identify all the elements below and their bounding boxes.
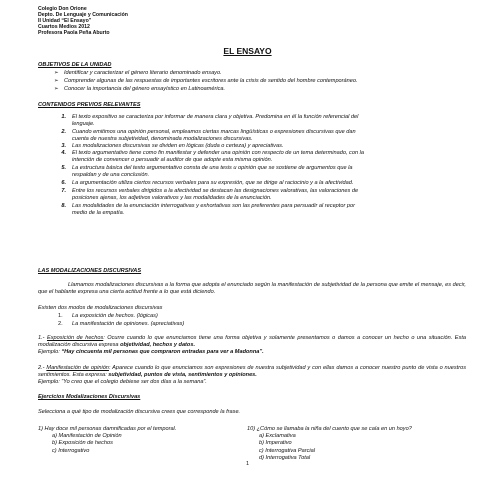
opinion-paragraph: [38, 365, 466, 387]
prior-item-7: [72, 188, 464, 202]
document-title: EL ENSAYO: [223, 46, 272, 56]
option: a) Manifestación de Opinión: [52, 433, 122, 440]
term-exposicion: Exposición de hechos: [47, 335, 104, 341]
item-number: 1.: [58, 313, 63, 319]
bold-keywords: subjetividad, puntos de vista, sentimientos y opiniones.: [108, 372, 257, 379]
option: b) Exposición de hechos: [52, 440, 113, 447]
prior-item-6: [72, 180, 464, 187]
prior-item-line: Las modalidades de la enunciación interrogativas y exhortativas son las preferentes para persuadir al receptor por: [72, 203, 355, 209]
objective-item: [54, 86, 464, 93]
mode-item: La exposición de hechos. (lógicas): [72, 313, 158, 319]
bold-keywords: objetividad, hechos y datos.: [120, 342, 196, 349]
objective-text: Identificar y caracterizar el género literario denominado ensayo.: [64, 70, 222, 76]
header-line: Profesora Paola Peña Aburto: [38, 30, 110, 37]
objectives-heading: OBJETIVOS DE LA UNIDAD: [38, 62, 112, 68]
example-text: “Hay cincuenta mil personas que compraron entradas para ver a Madonna”.: [61, 349, 264, 356]
example-text: “Yo creo que el colegio debiese ser dos días a la semana”.: [61, 379, 207, 386]
term-opinion: Manifestación de opinión: [46, 365, 109, 371]
item-number: 7.: [61, 188, 66, 194]
prior-contents-heading: CONTENIDOS PREVIOS RELEVANTES: [38, 102, 141, 108]
exercises-heading: Ejercicios Modalizaciones Discursivas: [38, 394, 141, 400]
question-10: [247, 426, 482, 462]
question-1: [38, 426, 253, 455]
arrow-bullet-icon: ➢: [54, 86, 59, 92]
question-text: 10) ¿Cómo se llamaba la niña del cuento que se caía en un hoyo?: [247, 426, 412, 432]
header-line: Depto. De Lenguaje y Comunicación: [38, 12, 128, 19]
prior-item-4: [72, 150, 464, 164]
prior-item-line: posiciones ajenas, los adjetivos valorativos y las modalidades de la enunciación.: [72, 195, 272, 202]
paragraph-lead: 1.-: [38, 335, 47, 341]
prior-item-line: respaldan y de una conclusión.: [72, 172, 150, 179]
paragraph-body: : Aparece cuando lo que enunciamos son expresiones de nuestra subjetividad y con ellas damos a conocer nuestro punto de vista o nuestros sentimientos. Esta expresa:: [38, 365, 466, 379]
item-number: 2.: [61, 129, 66, 135]
objective-item: [54, 78, 464, 85]
exposicion-paragraph: [38, 335, 466, 357]
paragraph-body: : Ocurre cuando lo que enunciamos tiene una forma objetiva y solamente presentamos o damos a conocer un hecho o una situación. Esta modalización discursiva expresa: [38, 335, 466, 349]
paragraph-lead: 2.-: [38, 365, 47, 371]
prior-item-line: cuenta de nuestra subjetividad, denominada modalizaciones discursivas.: [72, 136, 253, 143]
prior-item-8: [72, 203, 464, 217]
option: b) Imperativo: [259, 440, 292, 447]
option: a) Exclamativa: [259, 433, 296, 440]
prior-item-1: [72, 114, 464, 128]
prior-item-line: La estructura básica del texto argumentativo consta de una tesis u opinión que se sostiene de argumentos que la: [72, 165, 353, 171]
option: c) Interrogativo: [52, 447, 90, 454]
arrow-bullet-icon: ➢: [54, 70, 59, 76]
header-line: Colegio Don Orione: [38, 6, 87, 12]
mode-item: La manifestación de opiniones. (apreciativas): [72, 321, 185, 327]
objective-text: Comprender algunas de las respuestas de importantes escritores ante la crisis de sentido del hombre contemporáneo.: [64, 78, 358, 84]
example-label: Ejemplo:: [38, 379, 62, 386]
header-line: II Unidad “El Ensayo”: [38, 18, 92, 25]
prior-item-line: intención de convencer o persuadir al auditor de que adopte esta misma opinión.: [72, 157, 273, 164]
prior-item-2: [72, 129, 464, 143]
example-label: Ejemplo:: [38, 349, 62, 356]
exercises-instruction: Selecciona a qué tipo de modalización discursiva crees que corresponde la frase.: [38, 409, 241, 415]
objective-item: [54, 70, 464, 77]
prior-item-line: El texto expositivo se caracteriza por informar de manera clara y objetiva. Predomina en él la función referencial del: [72, 114, 359, 120]
question-text: 1) Hay doce mil personas damnificadas por el temporal.: [38, 426, 177, 432]
item-number: 4.: [61, 150, 66, 156]
item-number: 6.: [61, 180, 66, 186]
prior-item-line: Las modalizaciones discursivas se dividen en lógicas (duda o certeza) y apreciativas.: [72, 143, 284, 149]
item-number: 5.: [61, 165, 66, 171]
option: c) Interrogativa Parcial: [259, 447, 315, 454]
header-line: Cuartos Medios 2012: [38, 24, 90, 31]
objective-text: Conocer la importancia del género ensayístico en Latinoamérica.: [64, 86, 226, 92]
school-header: [38, 6, 128, 36]
prior-item-line: medio de la empatía.: [72, 210, 125, 217]
modalizaciones-heading: LAS MODALIZACIONES DISCURSIVAS: [38, 268, 142, 274]
modes-intro: Existen dos modos de modalizaciones discursivas: [38, 305, 163, 311]
prior-item-line: Cuando emitimos una opinión personal, empleamos ciertas marcas lingüísticas o expresiones discursivas que dan: [72, 129, 356, 135]
prior-item-line: lenguaje.: [72, 121, 95, 128]
page-number: 1: [245, 461, 250, 467]
item-number: 2.: [58, 321, 63, 327]
prior-item-line: Entre los recursos verbales dirigidos a la afectividad se destacan las designaciones valorativas, las valoraciones de: [72, 188, 359, 194]
prior-item-line: La argumentación utiliza ciertos recursos verbales para su expresión, que se dirige al raciocinio y a la afectividad.: [72, 180, 354, 186]
arrow-bullet-icon: ➢: [54, 78, 59, 84]
prior-item-line: El texto argumentativo tiene como fin manifestar y defender una opinión con respecto de un tema determinado, con la: [72, 150, 364, 156]
item-number: 1.: [61, 114, 66, 120]
item-number: 3.: [61, 143, 66, 149]
item-number: 8.: [61, 203, 66, 209]
modalizaciones-intro: Llamamos modalizaciones discursivas a la forma que adopta el enunciado según la manifestación de subjetividad de la persona que emite el mensaje, es decir, que el hablante expresa una cierta actitud frente a lo que está diciendo.: [38, 282, 466, 296]
prior-item-5: [72, 165, 464, 179]
option: d) Interrogativa Total: [259, 454, 311, 461]
